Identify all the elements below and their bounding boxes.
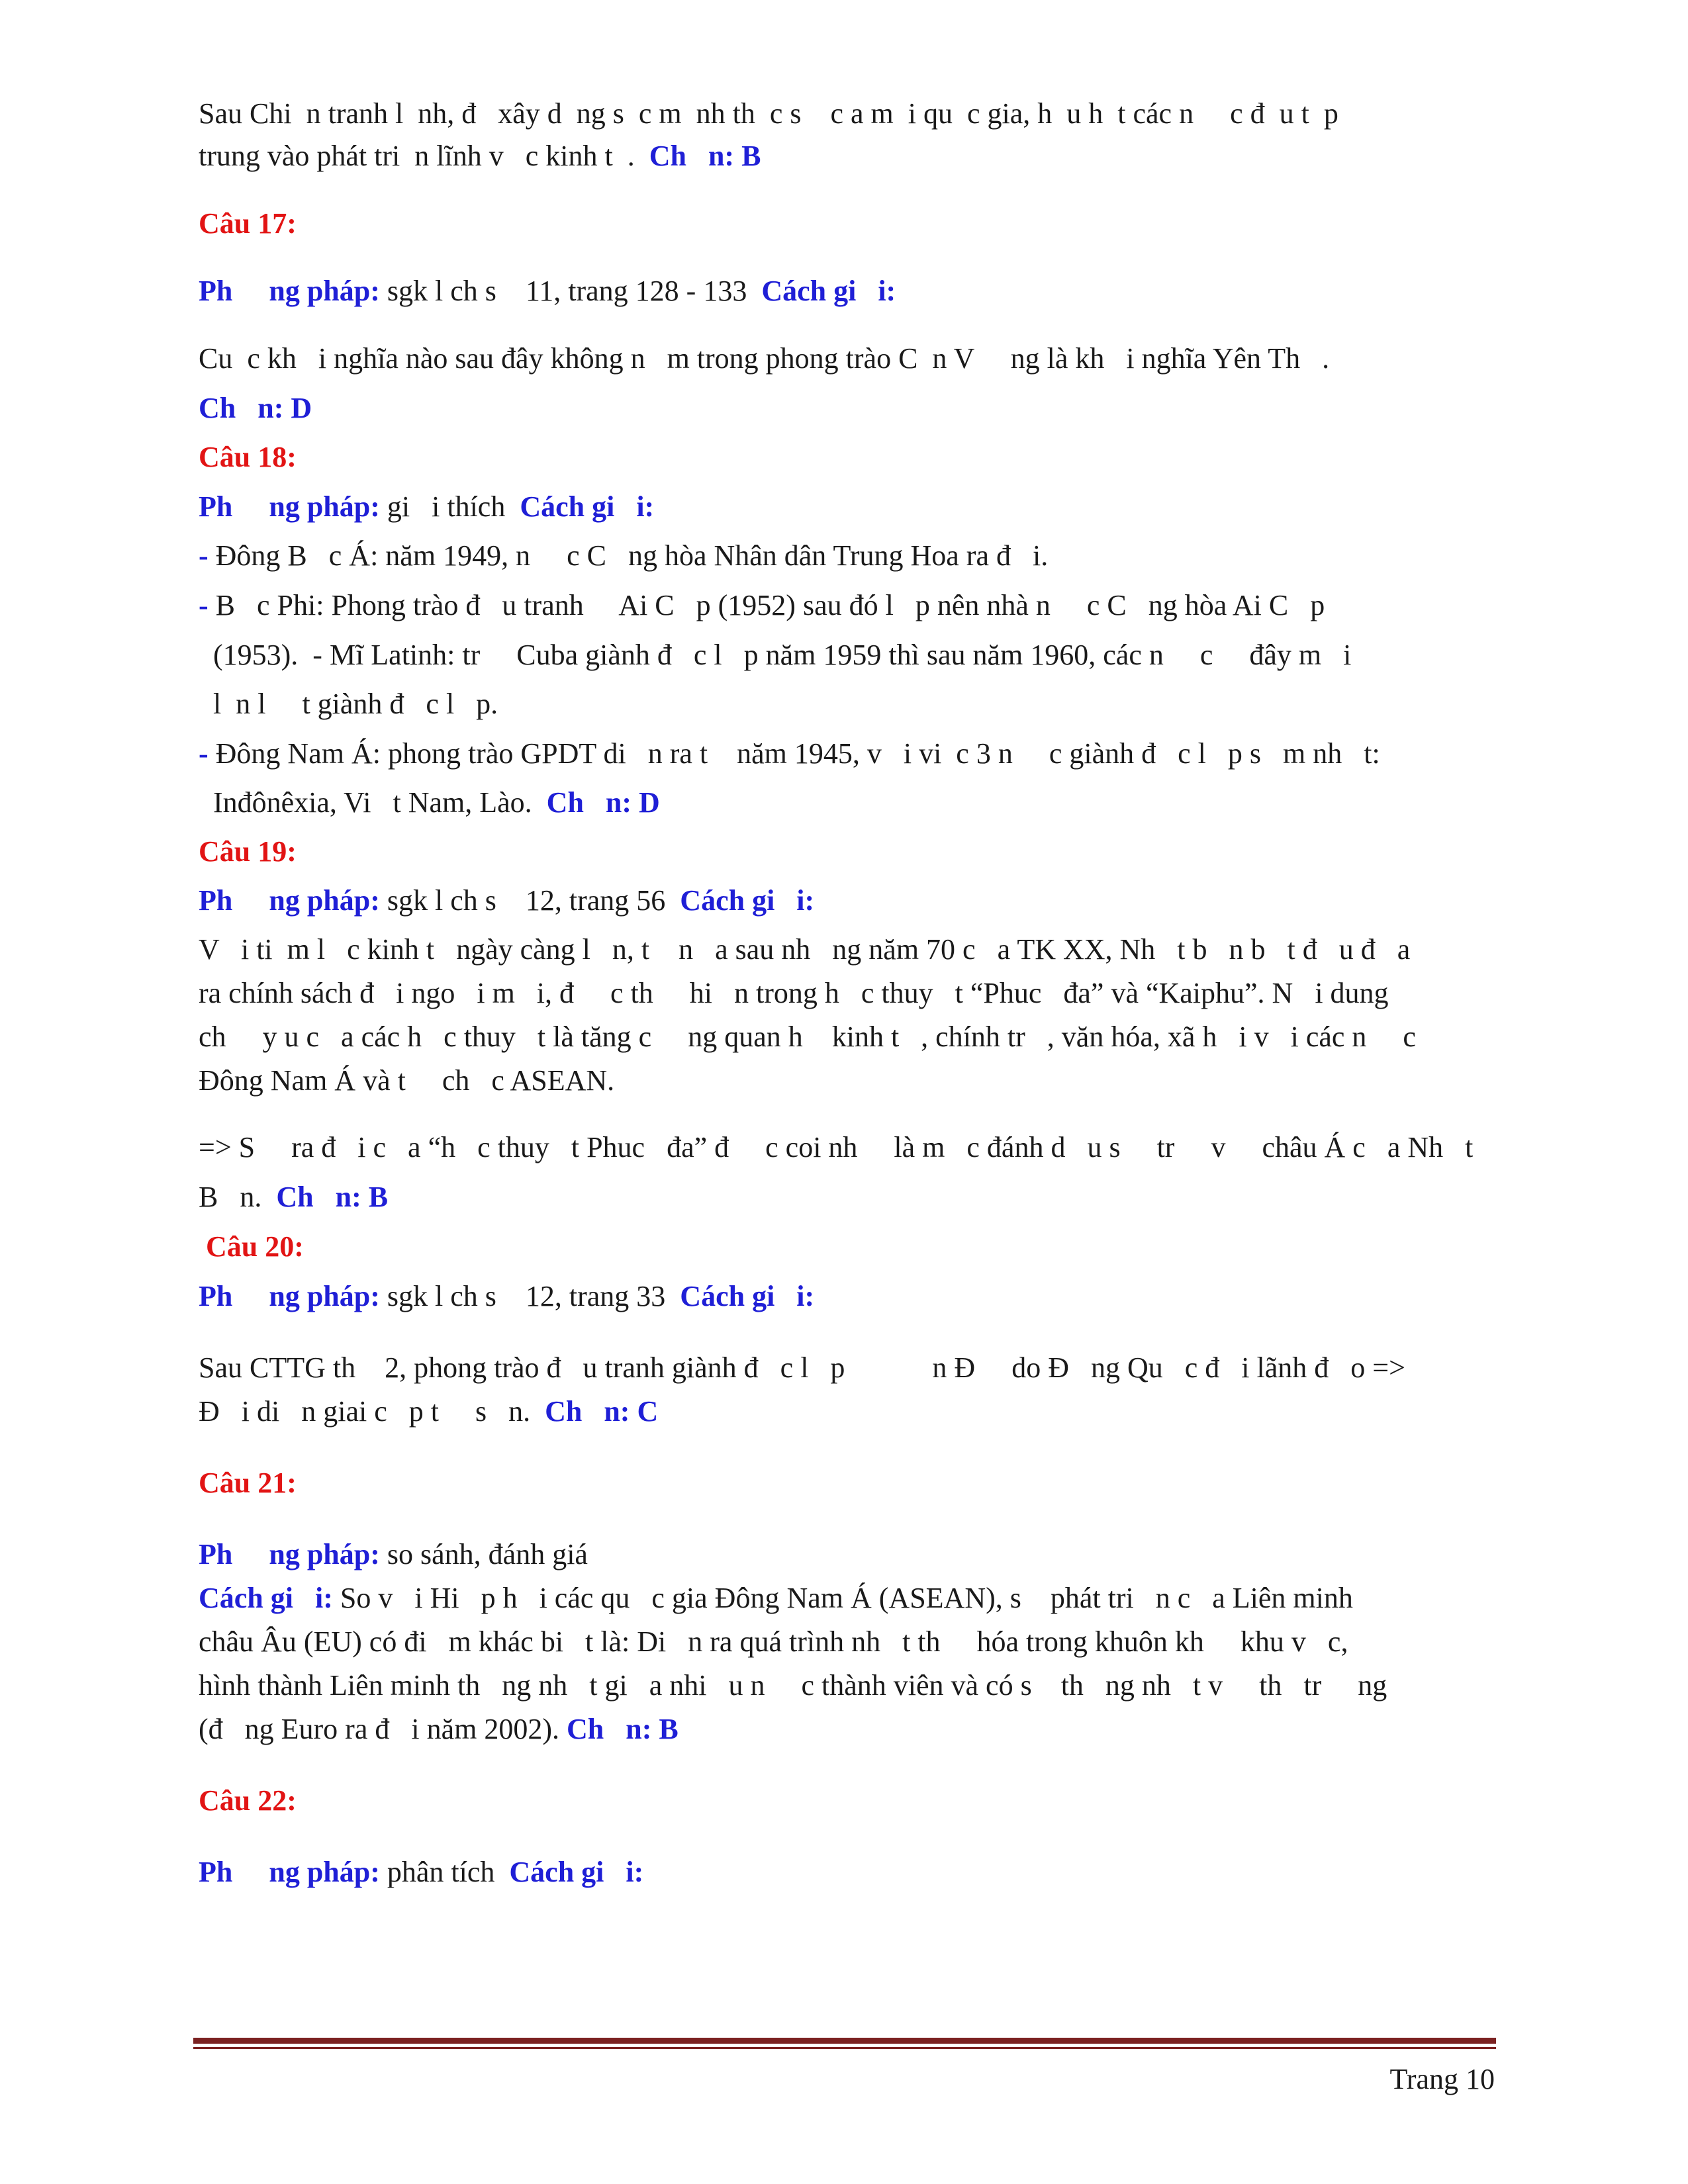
text-line [199, 94, 1338, 134]
body-text: Sau Chi n tranh l nh, đ xây d ng s c m nh th c s c a m i qu c gia, h u h t các n c đ u t p [199, 97, 1338, 130]
question-heading [199, 1227, 304, 1267]
method-text: sgk l ch s 12, trang 56 [379, 884, 680, 917]
question-number: Câu 18: [199, 441, 297, 473]
text-line [199, 1348, 1405, 1388]
question-number: Câu 19: [199, 835, 297, 868]
solution-label: Cách gi i: [520, 490, 655, 523]
body-text: => S ra đ i c a “h c thuy t Phuc đa” đ c coi nh là m c đánh d u s tr v châu Á c a Nh t [199, 1131, 1474, 1163]
body-text: châu Âu (EU) có đi m khác bi t là: Di n ra quá trình nh t th hóa trong khuôn kh khu v c, [199, 1625, 1348, 1658]
method-text: sgk l ch s 12, trang 33 [379, 1280, 680, 1312]
solution-label: Cách gi i: [680, 1280, 815, 1312]
method-line [199, 1535, 588, 1574]
page-number: Trang 10 [1389, 2063, 1495, 2095]
method-label: Ph ng pháp: [199, 275, 380, 307]
solution-line [199, 1578, 1353, 1618]
body-text: (đ ng Euro ra đ i năm 2002). [199, 1713, 567, 1745]
method-label: Ph ng pháp: [199, 1280, 380, 1312]
bullet-item [199, 734, 1380, 774]
question-heading [199, 832, 297, 872]
question-heading [199, 1781, 297, 1821]
body-text: Đông Nam Á: phong trào GPDT di n ra t năm 1945, v i vi c 3 n c giành đ c l p s m nh t: [215, 737, 1380, 770]
question-number: Câu 17: [199, 207, 297, 240]
method-text: gi i thích [379, 490, 520, 523]
question-number: Câu 21: [199, 1467, 297, 1499]
answer-label: Ch n: B [276, 1181, 389, 1213]
solution-label: Cách gi i: [680, 884, 815, 917]
text-line [199, 930, 1410, 970]
text-line [199, 1061, 614, 1101]
solution-label: Cách gi i: [509, 1856, 644, 1888]
bullet-marker: - [199, 589, 216, 621]
method-label: Ph ng pháp: [199, 490, 380, 523]
body-text: Đông Nam Á và t ch c ASEAN. [199, 1064, 615, 1097]
body-text: B n. [199, 1181, 277, 1213]
bullet-item [199, 586, 1325, 625]
answer-label: Ch n: D [546, 786, 660, 819]
text-line [199, 388, 312, 428]
method-label: Ph ng pháp: [199, 1538, 380, 1570]
method-line [199, 881, 814, 921]
text-line [199, 1017, 1416, 1057]
method-line [199, 1277, 814, 1316]
text-line [199, 1177, 388, 1217]
body-text: So v i Hi p h i các qu c gia Đông Nam Á (ASEAN), s phát tri n c a Liên minh [332, 1582, 1353, 1614]
body-text: ra chính sách đ i ngo i m i, đ c th hi n trong h c thuy t “Phuc đa” và “Kaiphu”. N i dung [199, 977, 1389, 1009]
body-text: l n l t giành đ c l p. [199, 688, 498, 720]
method-line [199, 1852, 643, 1892]
text-line [199, 1709, 679, 1749]
bullet-marker: - [199, 539, 216, 572]
text-line [199, 136, 761, 176]
body-text: (1953). - Mĩ Latinh: tr Cuba giành đ c l p năm 1959 thì sau năm 1960, các n c đây m i [199, 639, 1352, 671]
method-line [199, 487, 654, 527]
solution-label: Cách gi i: [761, 275, 896, 307]
text-line [199, 1622, 1348, 1662]
answer-label: Ch n: D [199, 392, 312, 424]
body-text: V i ti m l c kinh t ngày càng l n, t n a sau nh ng năm 70 c a TK XX, Nh t b n b t đ u đ a [199, 933, 1411, 966]
method-label: Ph ng pháp: [199, 884, 380, 917]
question-number: Câu 22: [199, 1784, 297, 1817]
text-line [199, 339, 1329, 379]
solution-label: Cách gi i: [199, 1582, 333, 1614]
text-line [199, 1128, 1473, 1167]
footer-divider [193, 2038, 1496, 2044]
body-text: B c Phi: Phong trào đ u tranh Ai C p (1952) sau đó l p nên nhà n c C ng hòa Ai C p [215, 589, 1325, 621]
text-line [199, 1392, 658, 1432]
body-text: Đ i di n giai c p t s n. [199, 1395, 545, 1428]
text-line [199, 684, 498, 724]
text-line [199, 635, 1351, 675]
body-text: hình thành Liên minh th ng nh t gi a nhi u n c thành viên và có s th ng nh t v th tr ng [199, 1669, 1387, 1702]
bullet-marker: - [199, 737, 216, 770]
method-line [199, 271, 896, 311]
answer-label: Ch n: B [649, 140, 761, 172]
question-number: Câu 20: [199, 1230, 304, 1263]
method-text: so sánh, đánh giá [379, 1538, 588, 1570]
footer-divider-thin [193, 2047, 1496, 2049]
method-label: Ph ng pháp: [199, 1856, 380, 1888]
question-heading [199, 1463, 297, 1503]
question-heading [199, 437, 297, 477]
bullet-item [199, 536, 1048, 576]
body-text: Sau CTTG th 2, phong trào đ u tranh giành đ c l p n Đ do Đ ng Qu c đ i lãnh đ o => [199, 1351, 1405, 1384]
answer-label: Ch n: B [567, 1713, 679, 1745]
text-line [199, 783, 660, 823]
method-text: phân tích [379, 1856, 510, 1888]
text-line [199, 1666, 1387, 1706]
body-text: trung vào phát tri n lĩnh v c kinh t . [199, 140, 649, 172]
body-text: Inđônêxia, Vi t Nam, Lào. [199, 786, 547, 819]
text-line [199, 974, 1389, 1013]
body-text: Cu c kh i nghĩa nào sau đây không n m trong phong trào C n V ng là kh i nghĩa Yên Th . [199, 342, 1330, 375]
body-text: ch y u c a các h c thuy t là tăng c ng quan h kinh t , chính tr , văn hóa, xã h i v i các n c [199, 1021, 1416, 1053]
body-text: Đông B c Á: năm 1949, n c C ng hòa Nhân dân Trung Hoa ra đ i. [215, 539, 1049, 572]
method-text: sgk l ch s 11, trang 128 - 133 [379, 275, 762, 307]
question-heading [199, 204, 297, 244]
answer-label: Ch n: C [545, 1395, 659, 1428]
